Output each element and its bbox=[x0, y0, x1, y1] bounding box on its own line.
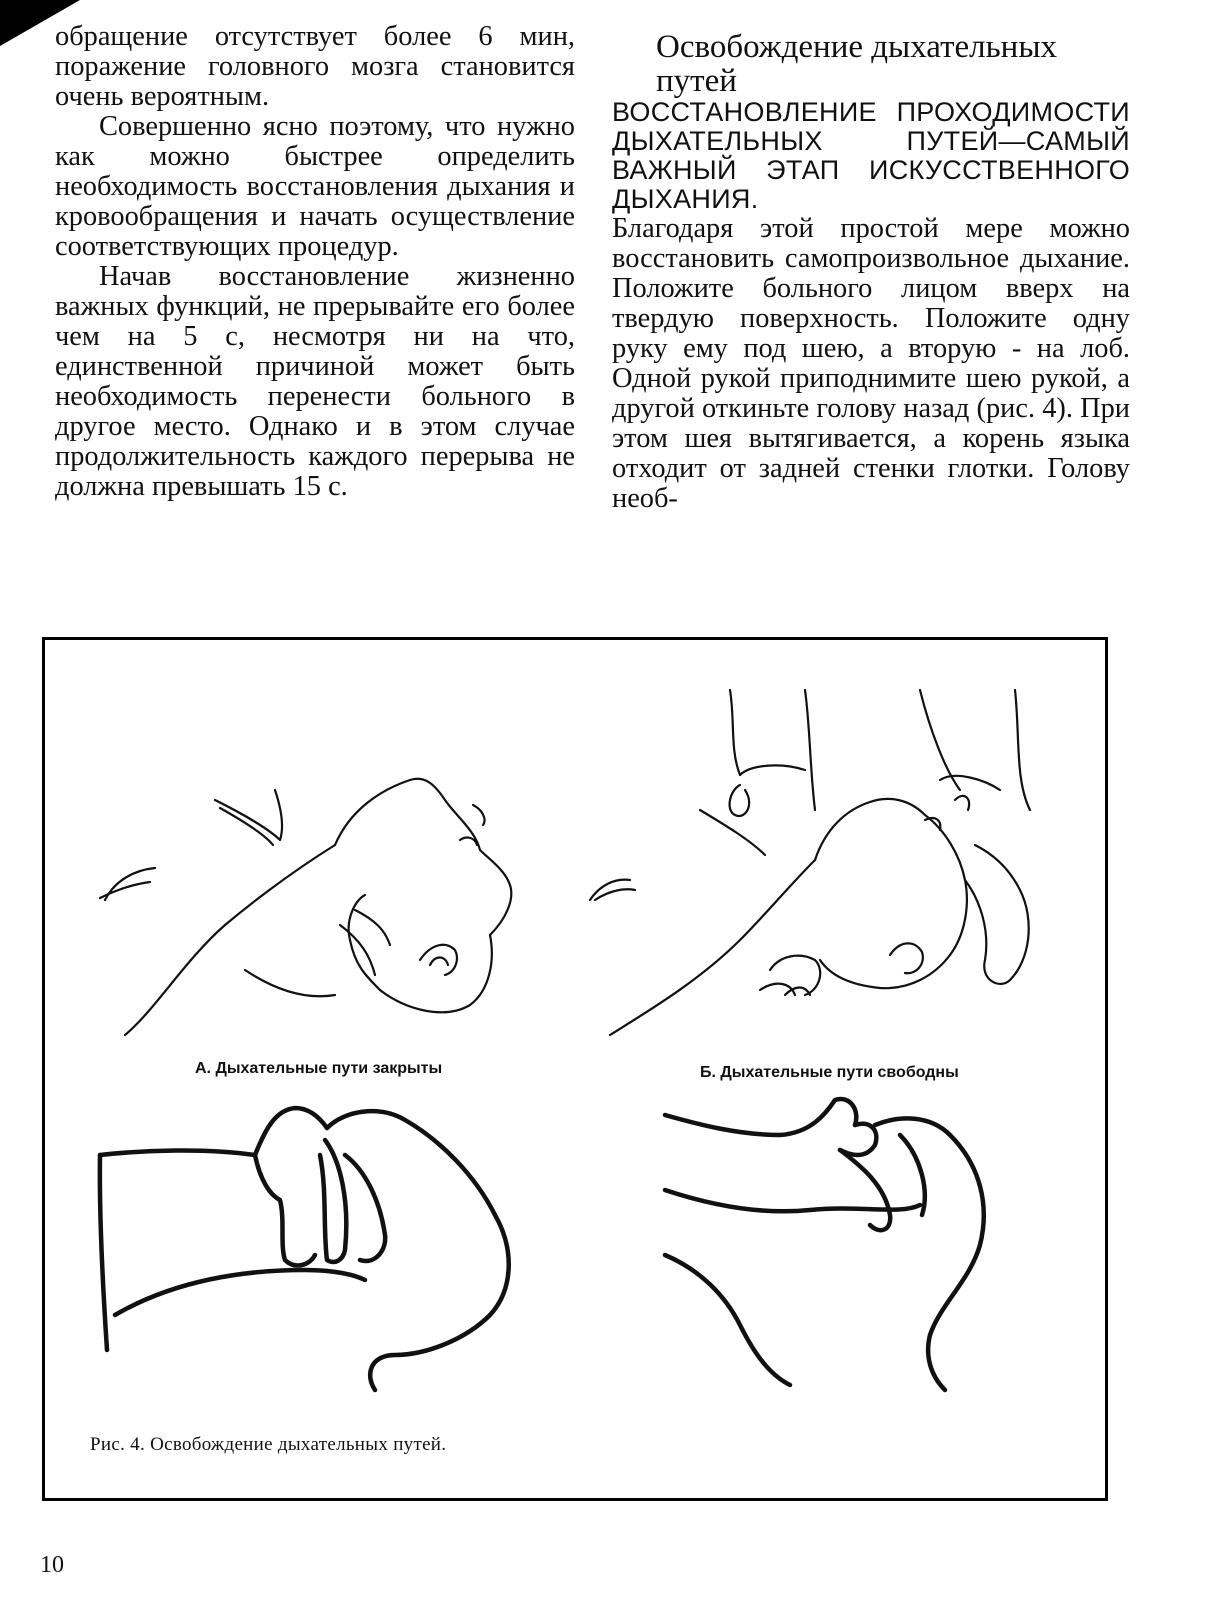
paragraph-body: Благодаря этой простой мере можно восстановить самопроизвольное дыхание. Положите больного лицом вверх на твердую поверхность. Положите одну руку ему под шею, а вторую - на лоб. Одной рукой приподнимите шею рукой, а другой откиньте голову назад (рис. 4). При этом шея вытягивается, а корень языка отходит от задней стенки глотки. Голову необ- bbox=[612, 213, 1130, 514]
left-column bbox=[55, 22, 575, 502]
page-number: 10 bbox=[40, 1552, 64, 1578]
airway-section-open bbox=[660, 1095, 1060, 1395]
paragraph-1: обращение отсутствует более 6 мин, поражение головного мозга становится очень вероятным. bbox=[55, 21, 575, 112]
caps-emphasis: ВОССТАНОВЛЕНИЕ ПРОХОДИМОСТИ ДЫХАТЕЛЬНЫХ ПУТЕЙ—САМЫЙ ВАЖНЫЙ ЭТАП ИСКУССТВЕННОГО ДЫХАНИЯ. bbox=[612, 97, 1130, 214]
paragraph-3: Начав восстановление жизненно важных функций, не прерывайте его более чем на 5 с, несмотря ни на что, единственной причиной может быть необходимость перенести больного в другое место. Однако и в этом случае продолжительность каждого перерыва не должна превышать 15 с. bbox=[55, 261, 575, 502]
head-illustration-closed bbox=[95, 760, 555, 1050]
paragraph-2: Совершенно ясно поэтому, что нужно как можно быстрее определить необходимость восстановления дыхания и кровообращения и начать осуществление соответствующих процедур. bbox=[55, 111, 575, 262]
figure-caption: Рис. 4. Освобождение дыхательных путей. bbox=[90, 1434, 447, 1455]
airway-section-closed bbox=[95, 1100, 535, 1390]
caption-a: А. Дыхательные пути закрыты bbox=[195, 1060, 443, 1077]
head-illustration-open bbox=[590, 690, 1070, 1050]
caption-b: Б. Дыхательные пути свободны bbox=[700, 1064, 959, 1081]
right-column bbox=[612, 22, 1130, 514]
section-heading: Освобождение дыхательных путей bbox=[656, 29, 1057, 99]
